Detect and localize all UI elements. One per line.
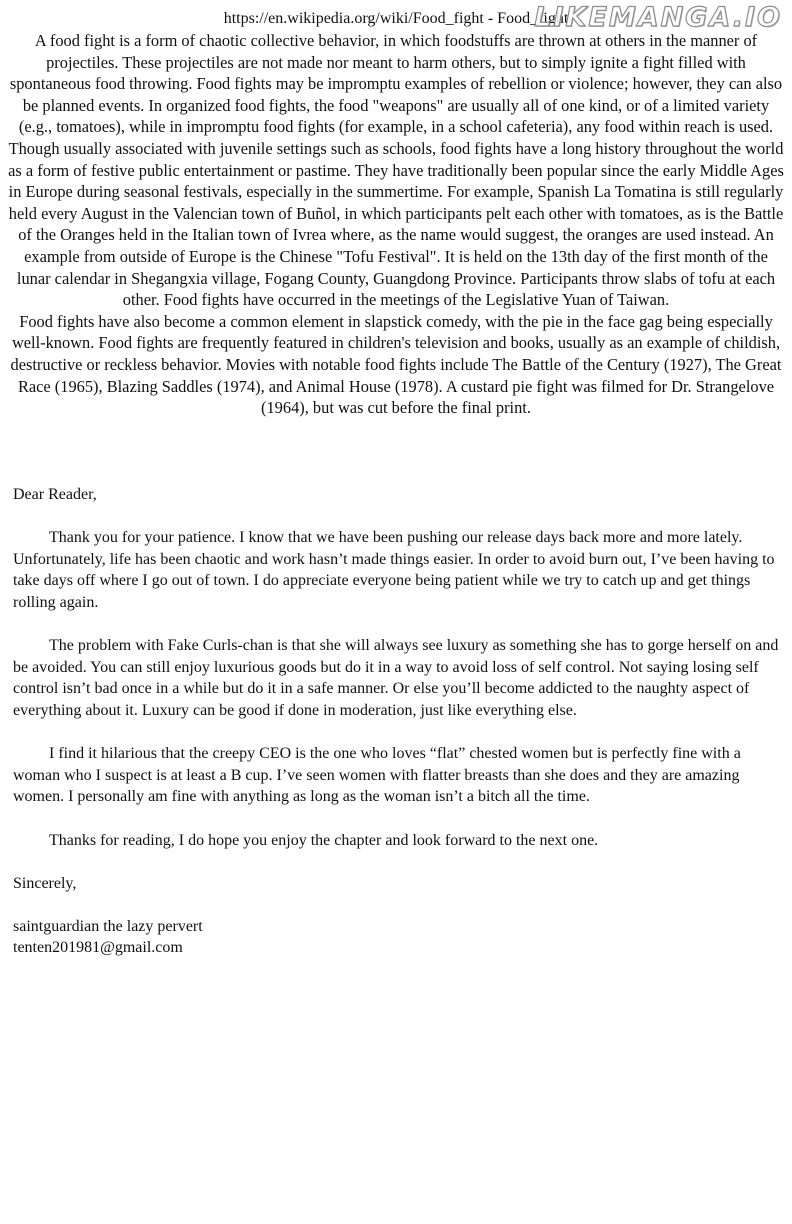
letter-signature: saintguardian the lazy pervert (13, 917, 203, 935)
source-url: https://en.wikipedia.org/wiki/Food_fight - Food_fight (223, 10, 569, 27)
site-watermark: LIKEMANGA.IO (534, 2, 782, 33)
letter-paragraph-4: Thanks for reading, I do hope you enjoy the chapter and look forward to the next one. (49, 831, 599, 849)
wiki-excerpt (8, 30, 784, 419)
wiki-paragraph-3: Food fights have also become a common element in slapstick comedy, with the pie in the face gag being especially well-known. Food fights are frequently featured in children's television and books, usually as an example of childish, destructive or reckless behavior. Movies with notable food fights include The Battle of the Century (1927), The Great Race (1965), Blazing Saddles (1974), and Animal House (1978). A custard pie fight was filmed for Dr. Strangelove (1964), but was cut before the final print. (10, 311, 782, 418)
letter-email: tenten201981@gmail.com (13, 939, 183, 957)
wiki-paragraph-2: Though usually associated with juvenile settings such as schools, food fights have a long history throughout the world as a form of festive public entertainment or pastime. They have traditionally been popular since the early Middle Ages in Europe during seasonal festivals, especially in the summertime. For example, Spanish La Tomatina is still regularly held every August in the Valencian town of Buñol, in which participants pelt each other with tomatoes, as is the Battle of the Oranges held in the Italian town of Ivrea where, as the name would suggest, the oranges are used instead. An example from outside of Europe is the Chinese "Tofu Festival". It is held on the 13th day of the first month of the lunar calendar in Shegangxia village, Fogang County, Guangdong Province. Participants throw slabs of tofu at each other. Food fights have occurred in the meetings of the Legislative Yuan of Taiwan. (8, 138, 784, 310)
wiki-paragraph-1: A food fight is a form of chaotic collective behavior, in which foodstuffs are thrown at others in the manner of projectiles. These projectiles are not made nor meant to harm others, but to simply ignite a fight filled with spontaneous food throwing. Food fights may be impromptu examples of rebellion or violence; however, they can also be planned events. In organized food fights, the food "weapons" are usually all of one kind, or of a limited variety (e.g., tomatoes), while in impromptu food fights (for example, in a school cafeteria), any food within reach is used. (9, 31, 783, 137)
letter-paragraph-1: Thank you for your patience. I know that we have been pushing our release days back more and more lately. Unfortunately, life has been chaotic and work hasn’t made things easier. In order to avoid burn out, I’ve been having to take days off where I go out of town. I do appreciate everyone being patient while we try to catch up and get things rolling again. (13, 529, 775, 611)
letter-closing: Sincerely, (13, 874, 77, 892)
letter-paragraph-2: The problem with Fake Curls-chan is that she will always see luxury as something she has to gorge herself on and be avoided. You can still enjoy luxurious goods but do it in a way to avoid loss of self control. Not saying losing self control isn’t bad once in a while but do it in a safe manner. Or else you’ll become addicted to the naughty aspect of everything about it. Luxury can be good if done in moderation, just like everything else. (13, 637, 779, 719)
translator-letter (13, 484, 783, 959)
letter-paragraph-3: I find it hilarious that the creepy CEO is the one who loves “flat” chested women but is perfectly fine with a woman who I suspect is at least a B cup. I’ve seen women with flatter breasts than she does and they are amazing women. I personally am fine with anything as long as the woman isn’t a bitch all the time. (13, 745, 741, 806)
letter-greeting: Dear Reader, (13, 486, 97, 503)
